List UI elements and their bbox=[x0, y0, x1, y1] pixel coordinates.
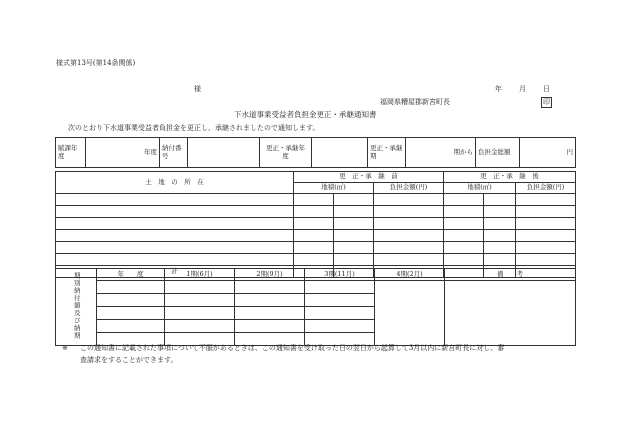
intro-text: 次のとおり下水道事業受益者負担金を更正し、承継されましたので通知します。 bbox=[68, 124, 320, 132]
land-row bbox=[56, 218, 576, 230]
payment-no-cell bbox=[188, 138, 260, 168]
before-area-label: 地積(㎡) bbox=[294, 183, 374, 194]
date-year: 年 bbox=[495, 85, 502, 93]
remarks-header: 備 考 bbox=[445, 269, 576, 281]
after-amount-label: 負担金額(円) bbox=[516, 183, 576, 194]
land-row bbox=[56, 206, 576, 218]
period-4-header: 4期(2月) bbox=[375, 269, 445, 281]
period-2-header: 2期(9月) bbox=[235, 269, 305, 281]
installment-side-label: 期別納付額及び納期 bbox=[56, 269, 97, 346]
period-4-cell bbox=[375, 281, 445, 346]
land-table bbox=[55, 171, 576, 278]
note-line-1: この通知書に記載された事項について不服があるときは、この通知書を受け取った日の翌日から起算して3月以内に新宮町長に対し、審 bbox=[80, 344, 505, 352]
payment-no-label: 納付番号 bbox=[160, 138, 188, 168]
correction-year-cell bbox=[312, 138, 368, 168]
document-title: 下水道事業受益者負担金更正・承継通知書 bbox=[234, 110, 377, 119]
date-day: 日 bbox=[543, 85, 550, 93]
before-amount-label: 負担金額(円) bbox=[374, 183, 444, 194]
fiscal-year-cell bbox=[86, 138, 160, 168]
year-header: 年 度 bbox=[97, 269, 165, 281]
land-row bbox=[56, 230, 576, 242]
info-table bbox=[55, 137, 576, 168]
land-total-label: 計 bbox=[56, 266, 294, 278]
addressee-suffix: 様 bbox=[194, 85, 201, 93]
after-area-label: 地積(㎡) bbox=[444, 183, 516, 194]
note-line-2: 査請求をすることができます。 bbox=[80, 356, 178, 364]
land-row bbox=[56, 242, 576, 254]
fiscal-year-unit: 年度 bbox=[144, 147, 157, 156]
seal-mark: 印 bbox=[543, 98, 550, 106]
total-label: 負担金総額 bbox=[476, 138, 520, 168]
period-suffix: 期から bbox=[453, 147, 473, 156]
form-number: 様式第13号(第14条関係) bbox=[56, 59, 136, 67]
after-header: 更 正・承 継 後 bbox=[444, 172, 576, 183]
period-3-header: 3期(11月) bbox=[305, 269, 375, 281]
period-1-header: 1期(6月) bbox=[165, 269, 235, 281]
installment-table bbox=[55, 268, 576, 346]
total-cell bbox=[520, 138, 576, 168]
correction-year-label: 更正・承継年 度 bbox=[260, 138, 312, 168]
issuer-name: 福岡県糟屋郡新宮町長 bbox=[380, 98, 450, 106]
correction-period-label: 更正・承継期 bbox=[368, 138, 406, 168]
correction-period-cell bbox=[406, 138, 476, 168]
before-header: 更 正・承 継 前 bbox=[294, 172, 444, 183]
installment-row bbox=[56, 281, 576, 294]
yen-unit: 円 bbox=[566, 147, 573, 156]
date-month: 月 bbox=[519, 85, 526, 93]
fiscal-year-label: 賦課年度 bbox=[56, 138, 86, 168]
note-mark: ※ bbox=[62, 344, 68, 352]
land-row bbox=[56, 194, 576, 206]
location-header: 土 地 の 所 在 bbox=[56, 172, 294, 194]
land-row bbox=[56, 254, 576, 266]
remarks-cell bbox=[445, 281, 576, 346]
